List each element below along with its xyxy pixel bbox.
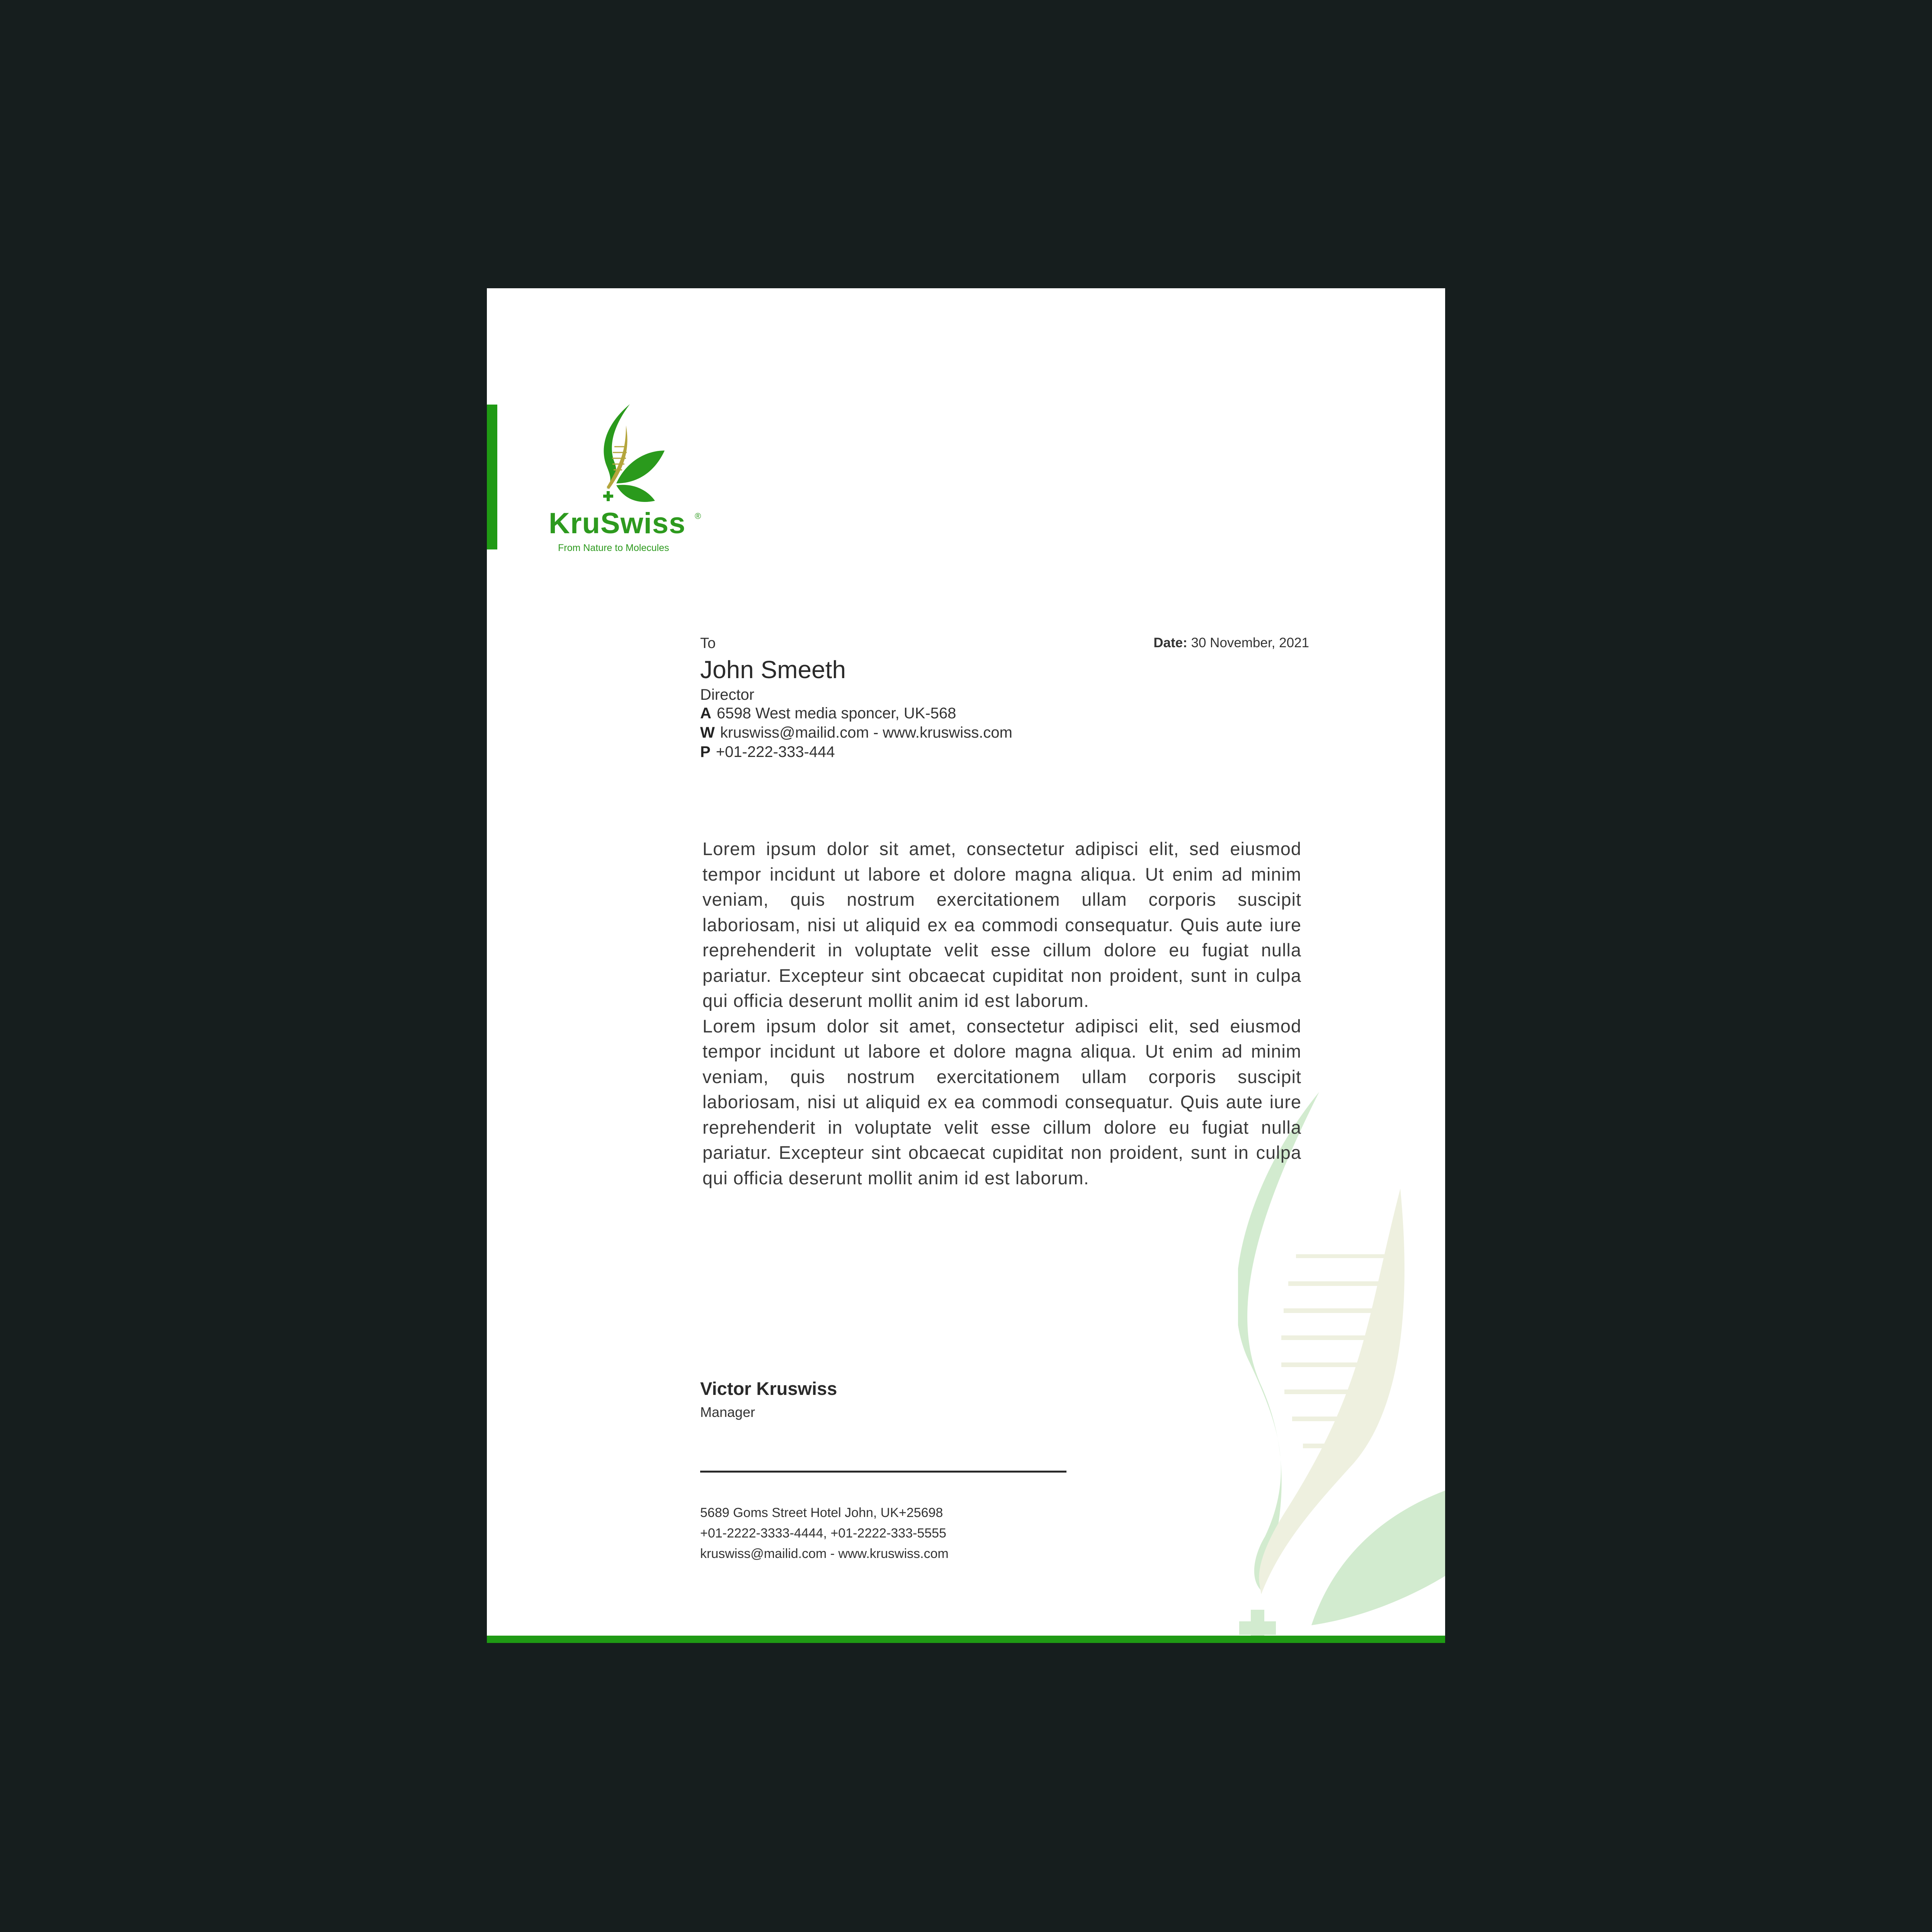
recipient-web: [700, 724, 1012, 742]
company-logo: [549, 404, 711, 574]
address-value: 6598 West media sponcer, UK-568: [716, 705, 956, 722]
to-label: To: [700, 635, 716, 651]
recipient-address: [700, 705, 956, 722]
date-label: Date:: [1153, 635, 1187, 650]
brand-name: KruSwiss: [549, 507, 686, 540]
body-paragraph: Lorem ipsum dolor sit amet, consectetur adipisci elit, sed eiusmod tempor incidunt ut labore et dolore magna aliqua. Ut enim ad minim veniam, quis nostrum exercitationem ullam corporis suscipit laboriosam, nisi ut aliquid ex ea commodi consequatur. Quis aute iure reprehenderit in voluptate velit esse cillum dolore eu fugiat nulla pariatur. Excepteur sint obcaecat cupiditat non proident, sunt in culpa qui officia deserunt mollit anim id est laborum.: [702, 838, 1301, 1011]
address-key: A: [700, 705, 711, 722]
recipient-name: John Smeeth: [700, 656, 846, 684]
recipient-title: Director: [700, 686, 755, 703]
recipient-phone: [700, 743, 835, 761]
phone-key: P: [700, 743, 711, 760]
date-value: 30 November, 2021: [1191, 635, 1309, 650]
signer-name: Victor Kruswiss: [700, 1378, 837, 1399]
bottom-accent-bar: [487, 1636, 1445, 1643]
web-value: kruswiss@mailid.com - www.kruswiss.com: [720, 724, 1012, 741]
footer-web: kruswiss@mailid.com - www.kruswiss.com: [700, 1546, 949, 1561]
footer-phones: +01-2222-3333-4444, +01-2222-333-5555: [700, 1526, 947, 1541]
letterhead-page: [487, 288, 1445, 1643]
brand-tagline: From Nature to Molecules: [558, 543, 669, 553]
letter-date: [1153, 635, 1309, 651]
footer-address: 5689 Goms Street Hotel John, UK+25698: [700, 1505, 943, 1520]
left-accent-bar: [487, 405, 497, 549]
letter-body: [702, 836, 1301, 1190]
leaf-dna-cross-logo-icon: [583, 404, 668, 509]
phone-value: +01-222-333-444: [716, 743, 835, 760]
registered-mark: ®: [695, 511, 701, 521]
web-key: W: [700, 724, 715, 741]
signature-line: [700, 1471, 1066, 1473]
body-paragraph: Lorem ipsum dolor sit amet, consectetur adipisci elit, sed eiusmod tempor incidunt ut labore et dolore magna aliqua. Ut enim ad minim veniam, quis nostrum exercitationem ullam corporis suscipit laboriosam, nisi ut aliquid ex ea commodi consequatur. Quis aute iure reprehenderit in voluptate velit esse cillum dolore eu fugiat nulla pariatur. Excepteur sint obcaecat cupiditat non proident, sunt in culpa qui officia deserunt mollit anim id est laborum.: [702, 1015, 1301, 1188]
signer-title: Manager: [700, 1404, 755, 1420]
